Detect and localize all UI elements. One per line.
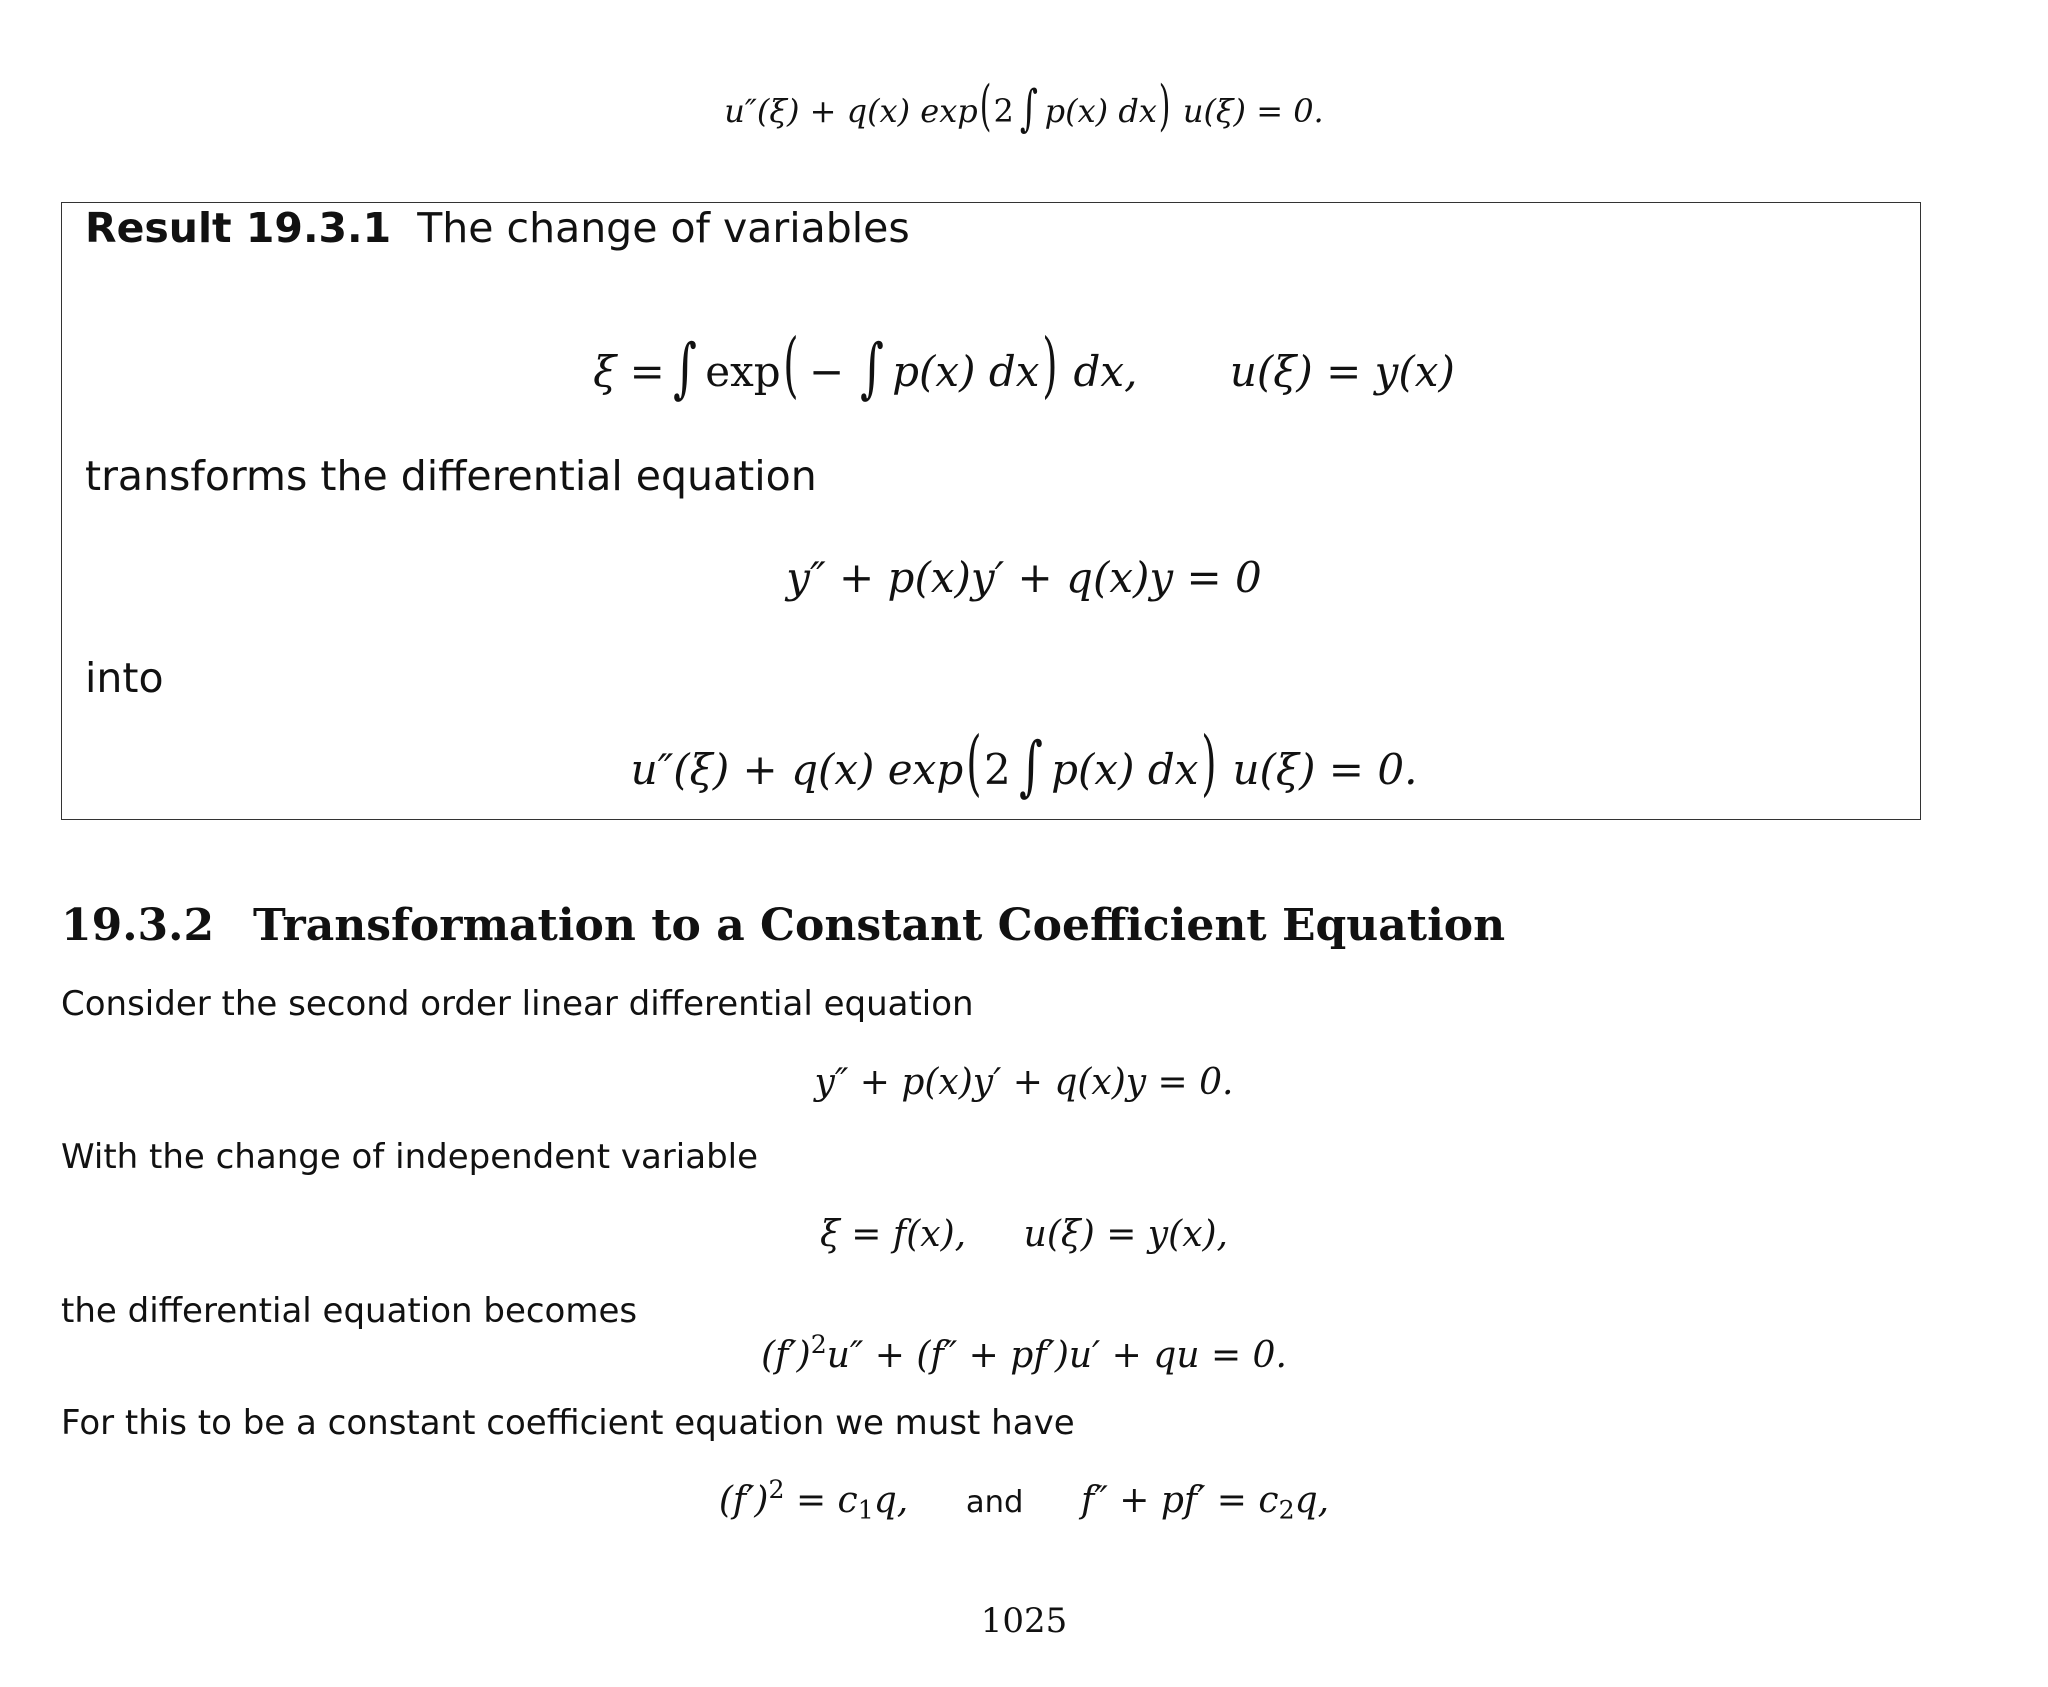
cond1-b: = c bbox=[784, 1480, 858, 1521]
transforms-text: transforms the differential equation bbox=[85, 452, 817, 500]
equation-change-of-variable bbox=[0, 1214, 2048, 1255]
y-second-order-expr: y″ + p(x)y′ + q(x)y = 0. bbox=[814, 1062, 1234, 1103]
integral-sign: ∫ bbox=[1019, 728, 1043, 804]
becomes-part1: (f′) bbox=[761, 1335, 811, 1376]
and-word: and bbox=[965, 1485, 1024, 1520]
equation-conditions bbox=[0, 1475, 2048, 1525]
cond1-subscript: 1 bbox=[857, 1495, 874, 1525]
cond2-a: f″ + pf′ = c bbox=[1081, 1480, 1279, 1521]
paragraph-consider: Consider the second order linear differential equation bbox=[61, 984, 974, 1024]
minus-sign: − bbox=[808, 347, 845, 396]
equation-xi-definition bbox=[0, 320, 2048, 406]
u-equals-y-second: u(ξ) = y(x), bbox=[1023, 1214, 1228, 1255]
xi-integrand: p(x) dx bbox=[892, 347, 1040, 396]
right-paren: ) bbox=[1201, 720, 1217, 804]
becomes-exponent: 2 bbox=[810, 1330, 827, 1360]
y-original-expr: y″ + p(x)y′ + q(x)y = 0 bbox=[786, 553, 1262, 602]
exp-label: exp bbox=[705, 347, 781, 396]
paragraph-with-change: With the change of independent variable bbox=[61, 1137, 759, 1177]
paragraph-becomes: the differential equation becomes bbox=[61, 1291, 638, 1331]
equation-u-result bbox=[0, 718, 2048, 804]
equation-y-second-order bbox=[0, 1062, 2048, 1103]
cond2-b: q, bbox=[1294, 1480, 1330, 1521]
left-paren: ( bbox=[979, 74, 992, 138]
becomes-part2: u″ + (f″ + pf′)u′ + qu = 0. bbox=[826, 1335, 1287, 1376]
cond1-exponent: 2 bbox=[768, 1475, 785, 1505]
eq-top-rhs: u(ξ) = 0. bbox=[1182, 92, 1324, 130]
xi-outer-dx: dx, bbox=[1073, 347, 1138, 396]
result-label: Result 19.3.1 bbox=[85, 204, 392, 252]
result-intro: The change of variables bbox=[417, 204, 910, 252]
u-result-lhs: u″(ξ) + q(x) exp bbox=[630, 745, 964, 794]
section-title: Transformation to a Constant Coefficient Equation bbox=[253, 900, 1506, 951]
section-heading bbox=[61, 900, 1505, 951]
equation-y-original bbox=[0, 553, 2048, 602]
xi-lhs: ξ = bbox=[593, 347, 665, 396]
result-heading bbox=[85, 204, 910, 252]
xi-equals-f: ξ = f(x), bbox=[820, 1214, 967, 1255]
right-paren: ) bbox=[1042, 322, 1058, 406]
eq-top-integrand: p(x) dx bbox=[1044, 92, 1157, 130]
eq-top-lhs: u″(ξ) + q(x) exp bbox=[724, 92, 978, 130]
u-result-integrand: p(x) dx bbox=[1051, 745, 1199, 794]
integral-sign: ∫ bbox=[860, 330, 884, 406]
u-equals-y: u(ξ) = y(x) bbox=[1229, 347, 1455, 396]
left-paren: ( bbox=[783, 322, 799, 406]
paragraph-for-this: For this to be a constant coefficient equation we must have bbox=[61, 1403, 1075, 1443]
u-result-inner-coef: 2 bbox=[983, 745, 1011, 794]
equation-u-transformed-top bbox=[0, 72, 2048, 138]
integral-sign: ∫ bbox=[673, 330, 697, 406]
right-paren: ) bbox=[1158, 74, 1171, 138]
into-text: into bbox=[85, 654, 164, 702]
section-number: 19.3.2 bbox=[61, 900, 215, 951]
cond1-a: (f′) bbox=[718, 1480, 769, 1521]
equation-transformed bbox=[0, 1330, 2048, 1376]
u-result-rhs: u(ξ) = 0. bbox=[1232, 745, 1418, 794]
cond1-c: q, bbox=[873, 1480, 909, 1521]
cond2-subscript: 2 bbox=[1278, 1495, 1295, 1525]
integral-sign: ∫ bbox=[1020, 78, 1039, 137]
left-paren: ( bbox=[965, 720, 982, 804]
page-number: 1025 bbox=[980, 1601, 1068, 1641]
eq-top-inner-coef: 2 bbox=[993, 92, 1014, 130]
